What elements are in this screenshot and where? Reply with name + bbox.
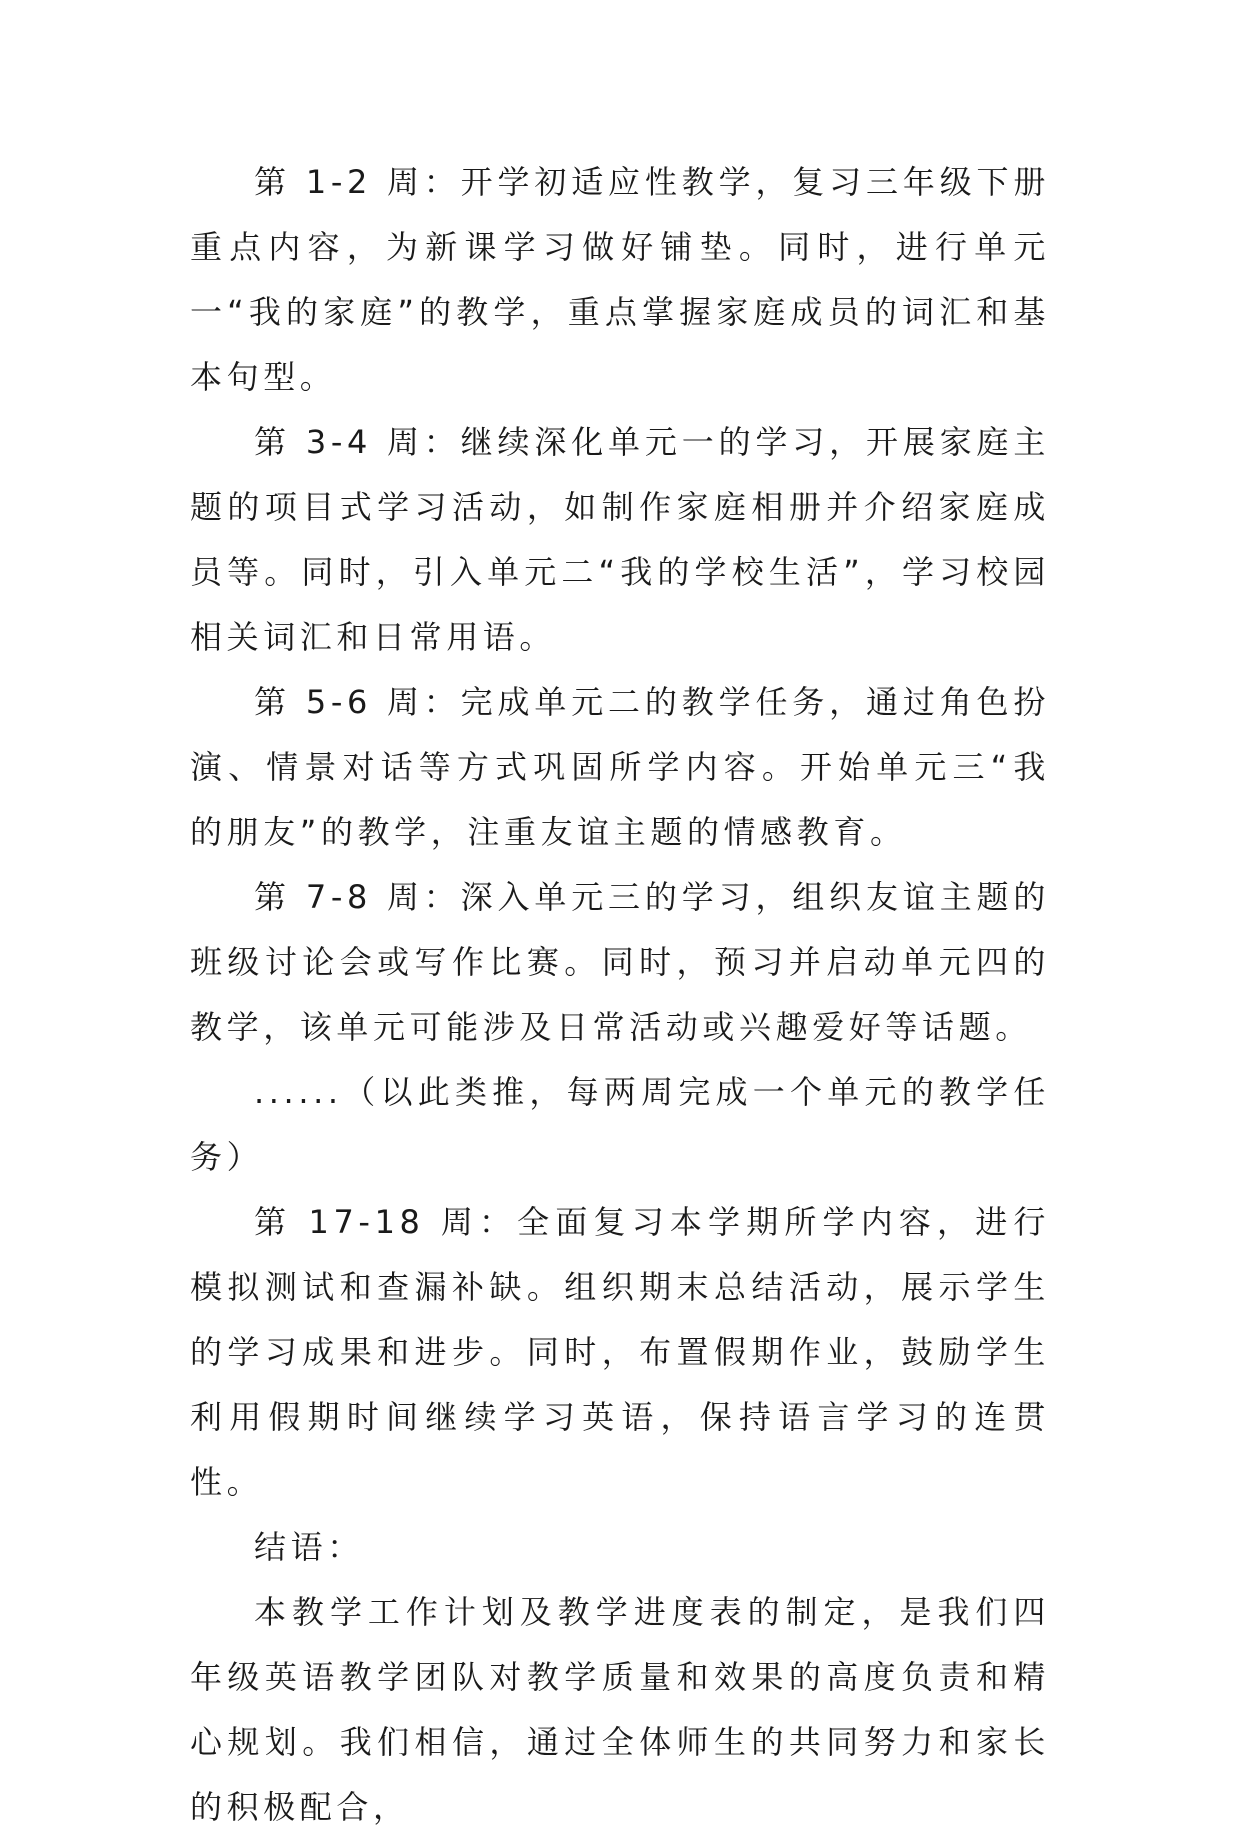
paragraph-conclusion-heading: 结语： [254,1528,364,1566]
paragraph-week-5-6: 第 5-6 周：完成单元二的教学任务，通过角色扮演、情景对话等方式巩固所学内容。开始单元三“我的朋友”的教学，注重友谊主题的情感教育。 [190,683,1050,851]
paragraph-week-7-8: 第 7-8 周：深入单元三的学习，组织友谊主题的班级讨论会或写作比赛。同时，预习并启动单元四的教学，该单元可能涉及日常活动或兴趣爱好等话题。 [190,878,1050,1046]
paragraph-week-17-18: 第 17-18 周：全面复习本学期所学内容，进行模拟测试和查漏补缺。组织期末总结活动，展示学生的学习成果和进步。同时，布置假期作业，鼓励学生利用假期时间继续学习英语，保持语言学习的连贯性。 [190,1203,1050,1501]
paragraph-week-1-2: 第 1-2 周：开学初适应性教学，复习三年级下册重点内容，为新课学习做好铺垫。同时，进行单元一“我的家庭”的教学，重点掌握家庭成员的词汇和基本句型。 [190,163,1050,396]
paragraph-conclusion-body: 本教学工作计划及教学进度表的制定，是我们四年级英语教学团队对教学质量和效果的高度负责和精心规划。我们相信，通过全体师生的共同努力和家长的积极配合， [190,1593,1050,1826]
paragraph-ellipsis-note: ......（以此类推，每两周完成一个单元的教学任务） [190,1073,1050,1176]
document-page [190,150,1050,1840]
paragraph-week-3-4: 第 3-4 周：继续深化单元一的学习，开展家庭主题的项目式学习活动，如制作家庭相册并介绍家庭成员等。同时，引入单元二“我的学校生活”，学习校园相关词汇和日常用语。 [190,423,1050,656]
